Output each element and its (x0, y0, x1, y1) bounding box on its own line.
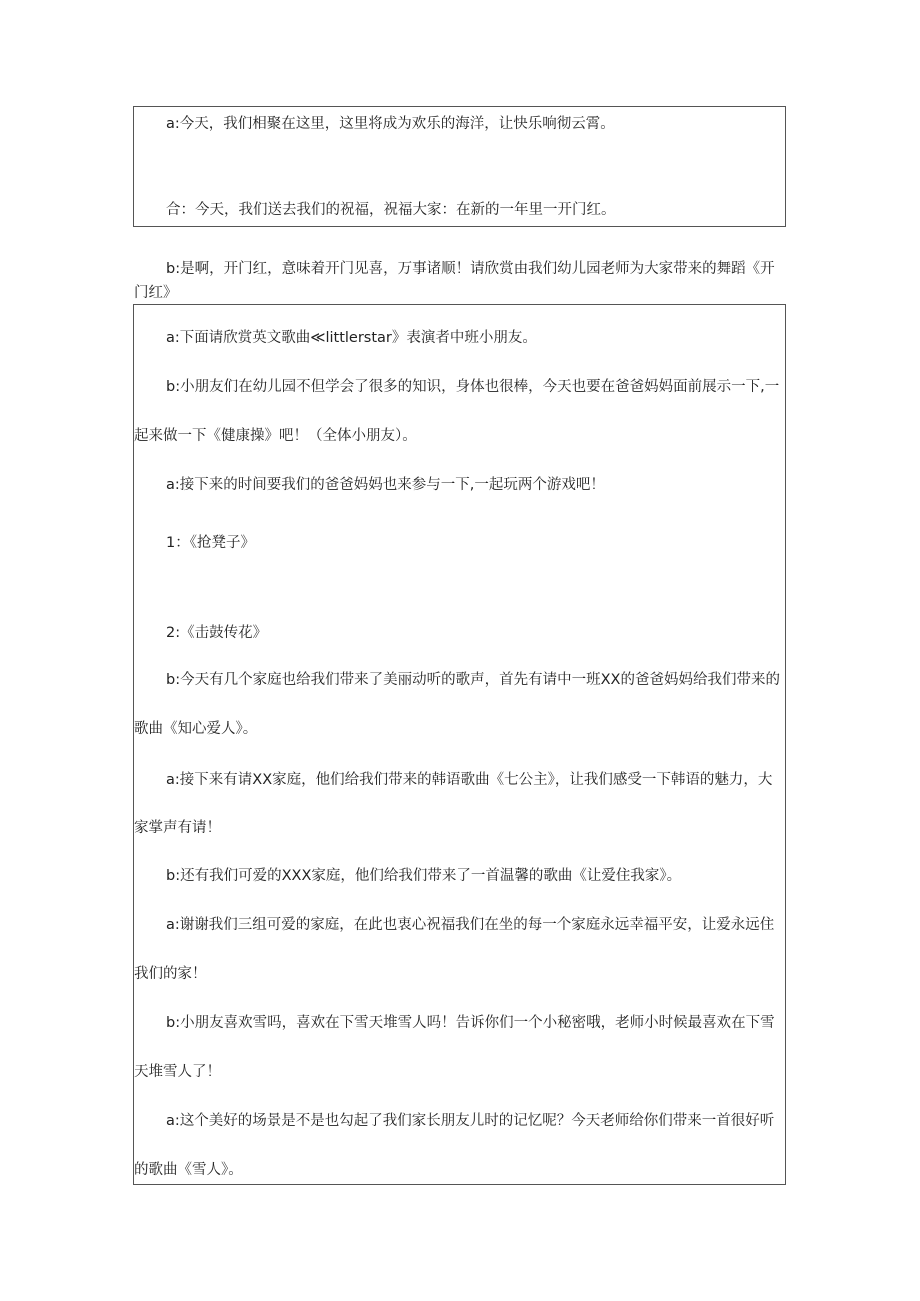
script-line: a:下面请欣赏英文歌曲≪littlerstar》表演者中班小朋友。 (166, 330, 537, 346)
script-line: b:今天有几个家庭也给我们带来了美丽动听的歌声，首先有请中一班XX的爸爸妈妈给我们带来的 (166, 672, 780, 688)
script-line: 天堆雪人了！ (134, 1064, 221, 1080)
script-line: 的歌曲《雪人》。 (134, 1162, 243, 1178)
script-line: b:小朋友们在幼儿园不但学会了很多的知识，身体也很棒，今天也要在爸爸妈妈面前展示一下,一 (166, 379, 780, 395)
script-line: a:接下来有请XX家庭，他们给我们带来的韩语歌曲《七公主》，让我们感受一下韩语的魅力，大 (166, 772, 773, 788)
script-line: 1：《抢凳子》 (166, 535, 255, 551)
script-line: a:谢谢我们三组可爱的家庭，在此也衷心祝福我们在坐的每一个家庭永远幸福平安，让爱永远住 (166, 917, 775, 933)
script-line: a:这个美好的场景是不是也勾起了我们家长朋友儿时的记忆呢？今天老师给你们带来一首很好听 (166, 1113, 775, 1129)
line-middle-b-2: 门红》 (134, 285, 178, 301)
line-middle-b-1: b:是啊，开门红，意味着开门见喜，万事诸顺！请欣赏由我们幼儿园老师为大家带来的舞蹈《开 (166, 261, 775, 277)
script-line: 家掌声有请！ (134, 820, 221, 836)
line-opening-chorus: 合：今天，我们送去我们的祝福，祝福大家：在新的一年里一开门红。 (166, 202, 616, 218)
script-line: 歌曲《知心爱人》。 (134, 721, 258, 737)
script-line: 2:《击鼓传花》 (166, 625, 268, 641)
script-line: 起来做一下《健康操》吧！（全体小朋友）。 (134, 428, 417, 444)
script-line: a:接下来的时间要我们的爸爸妈妈也来参与一下,一起玩两个游戏吧！ (166, 477, 605, 493)
line-opening-a: a:今天，我们相聚在这里，这里将成为欢乐的海洋，让快乐响彻云霄。 (166, 116, 615, 132)
script-line: b:还有我们可爱的XXX家庭，他们给我们带来了一首温馨的歌曲《让爱住我家》。 (166, 868, 682, 884)
script-line: 我们的家！ (134, 966, 207, 982)
script-line: b:小朋友喜欢雪吗，喜欢在下雪天堆雪人吗！告诉你们一个小秘密哦，老师小时候最喜欢在下雪 (166, 1015, 775, 1031)
